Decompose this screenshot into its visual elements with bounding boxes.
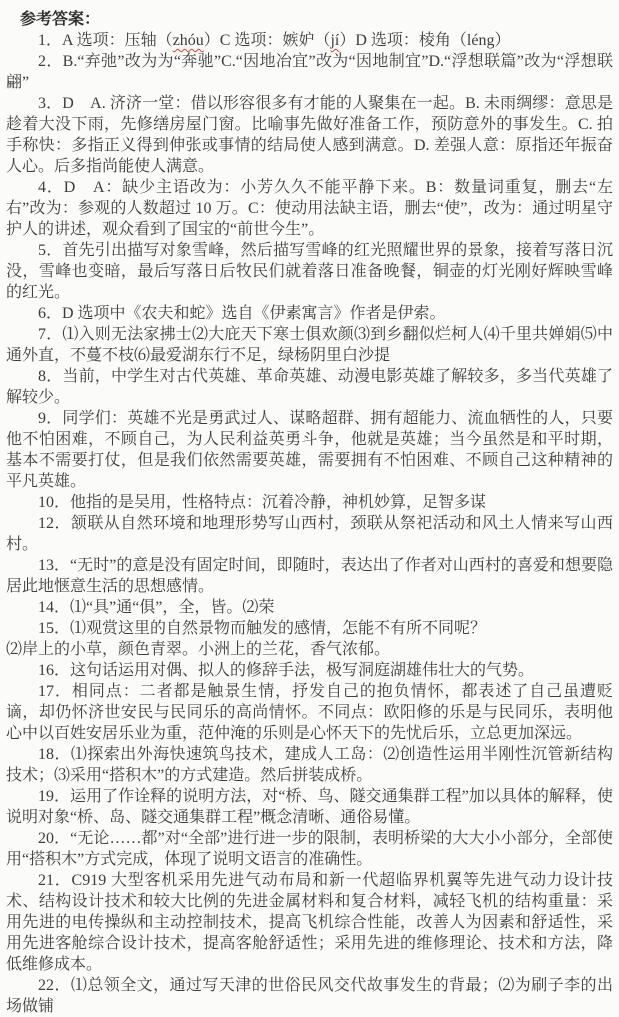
answer-paragraph: 7．⑴入则无法家拂士⑵大庇天下寒士俱欢颜⑶到乡翻似烂柯人⑷千里共婵娟⑸中通外直，不蔓不枝⑹最爱湖东行不足，绿杨阴里白沙提 [6, 326, 613, 364]
answer-paragraph: 13．“无时”的意是没有固定时间，即随时，表达出了作者对山西村的喜爱和想要隐居此地惬意生活的思想感情。 [6, 557, 613, 595]
answer-paragraph: 6．D 选项中《农夫和蛇》选自《伊素寓言》作者是伊索。 [38, 305, 446, 322]
answer-paragraph: 5．首先引出描写对象雪峰，然后描写雪峰的红光照耀世界的景象，接着写落日沉没，雪峰也变暗，最后写落日后牧民们就着落日准备晚餐，铜壶的灯光刚好辉映雪峰的红光。 [6, 242, 613, 301]
answer-paragraph: 4．D A：缺少主语改为：小芳久久不能平静下来。B：数量词重复，删去“左右”改为：参观的人数超过 10 万。C：使动用法缺主语，删去“使”，改为：通过明星守护人的讲述，观众看到了国宝的“前世今生”。 [6, 179, 613, 238]
answer-paragraph: 21．C919 大型客机采用先进气动布局和新一代超临界机翼等先进气动力设计技术、结构设计技术和较大比例的先进金属材料和复合材料，减轻飞机的结构重量：采用先进的电传操纵和主动控制技术，提高飞机综合性能，改善人为因素和舒适性，采用先进客舱综合设计技术，提高客舱舒适性；采用先进的维修理论、技术和方法，降低维修成本。 [6, 872, 613, 973]
answer-paragraph: 22．⑴总领全文，通过写天津的世俗民风交代故事发生的背最；⑵为刷子李的出场做铺 [6, 977, 613, 1015]
answer-paragraph: 8．当前，中学生对古代英雄、革命英雄、动漫电影英雄了解较多，多当代英雄了解较少。 [6, 368, 613, 406]
answers-body [6, 30, 613, 1017]
answer-paragraph: 3．D A. 济济一堂：借以形容很多有才能的人聚集在一起。B. 未雨绸缪：意思是趁着大没下雨，先修缮房屋门窗。比喻事先做好准备工作，预防意外的事发生。C. 拍手称快：多指正义得到伸张或事情的结局使人感到满意。D. 差强人意：原指还年振奋人心。后多指尚能使人满意。 [6, 95, 613, 175]
document-title: 参考答案： [20, 11, 101, 28]
answer-paragraph: 19．运用了作诠释的说明方法，对“桥、鸟、隧交通集群工程”加以具体的解释，使说明对象“桥、岛、隧交通集群工程”概念清晰、通俗易懂。 [6, 788, 613, 826]
answer-paragraph: 16．这句话运用对偶、拟人的修辞手法，极写洞庭湖雄伟壮大的气势。 [38, 662, 535, 679]
answer-paragraph: 9．同学们：英雄不光是勇武过人、谋略超群、拥有超能力、流血牺性的人，只要他不怕困难，不顾自己，为人民利益英勇斗争，他就是英雄；当今虽然是和平时期，基本不需要打仗，但是我们依然需要英雄，需要拥有不怕困难、不顾自己这种精神的平凡英雄。 [6, 410, 613, 490]
answer-paragraph: 12．颔联从自然环境和地理形势写山西村，颈联从祭祀活动和风土人情来写山西村。 [6, 515, 613, 553]
answer-paragraph: ⑵岸上的小草，颜色青翠。小洲上的兰花，香气浓郁。 [6, 641, 391, 658]
answer-paragraph: 18．⑴探索出外海快速筑鸟技术，建成人工岛：⑵创造性运用半刚性沉管新结构技术；⑶采用“搭积木”的方式建造。然后拼装成桥。 [6, 746, 613, 784]
answer-paragraph: 2．B.“弃弛”改为为“奔驰”C.“因地冶宜”改为“因地制宜”D.“浮想联篇”改为“浮想联翩” [6, 53, 613, 91]
answer-paragraph: 10．他指的是吴用，性格特点：沉着冷静，神机妙算，足智多谋 [38, 494, 487, 511]
answer-paragraph: 14．⑴“具”通“俱”，全，皆。⑵荣 [38, 599, 275, 616]
spellcheck-underline: zhóu [172, 32, 204, 49]
spellcheck-underline: jí [330, 32, 340, 49]
answer-paragraph: 1．A 选项：压轴（zhóu）C 选项：嫉妒（jí）D 选项：棱角（léng） [38, 32, 511, 49]
answer-paragraph: 17．相同点：二者都是触景生情，抒发自己的抱负情怀，都表述了自己虽遭贬谪，却仍怀济世安民与民同乐的高尚情怀。不同点：欧阳修的乐是与民同乐，表明他心中以百姓安居乐业为重，范仲淹的乐则是心怀天下的先忧后乐，立总更加深远。 [6, 683, 613, 742]
answer-paragraph: 20．“无论……都”对“全部”进行进一步的限制，表明桥梁的大大小小部分，全部使用“搭积木”方式完成，体现了说明文语言的准确性。 [6, 830, 613, 868]
answer-paragraph: 15．⑴观赏这里的自然景物而触发的感情，怎能不有所不同呢？ [38, 620, 487, 637]
